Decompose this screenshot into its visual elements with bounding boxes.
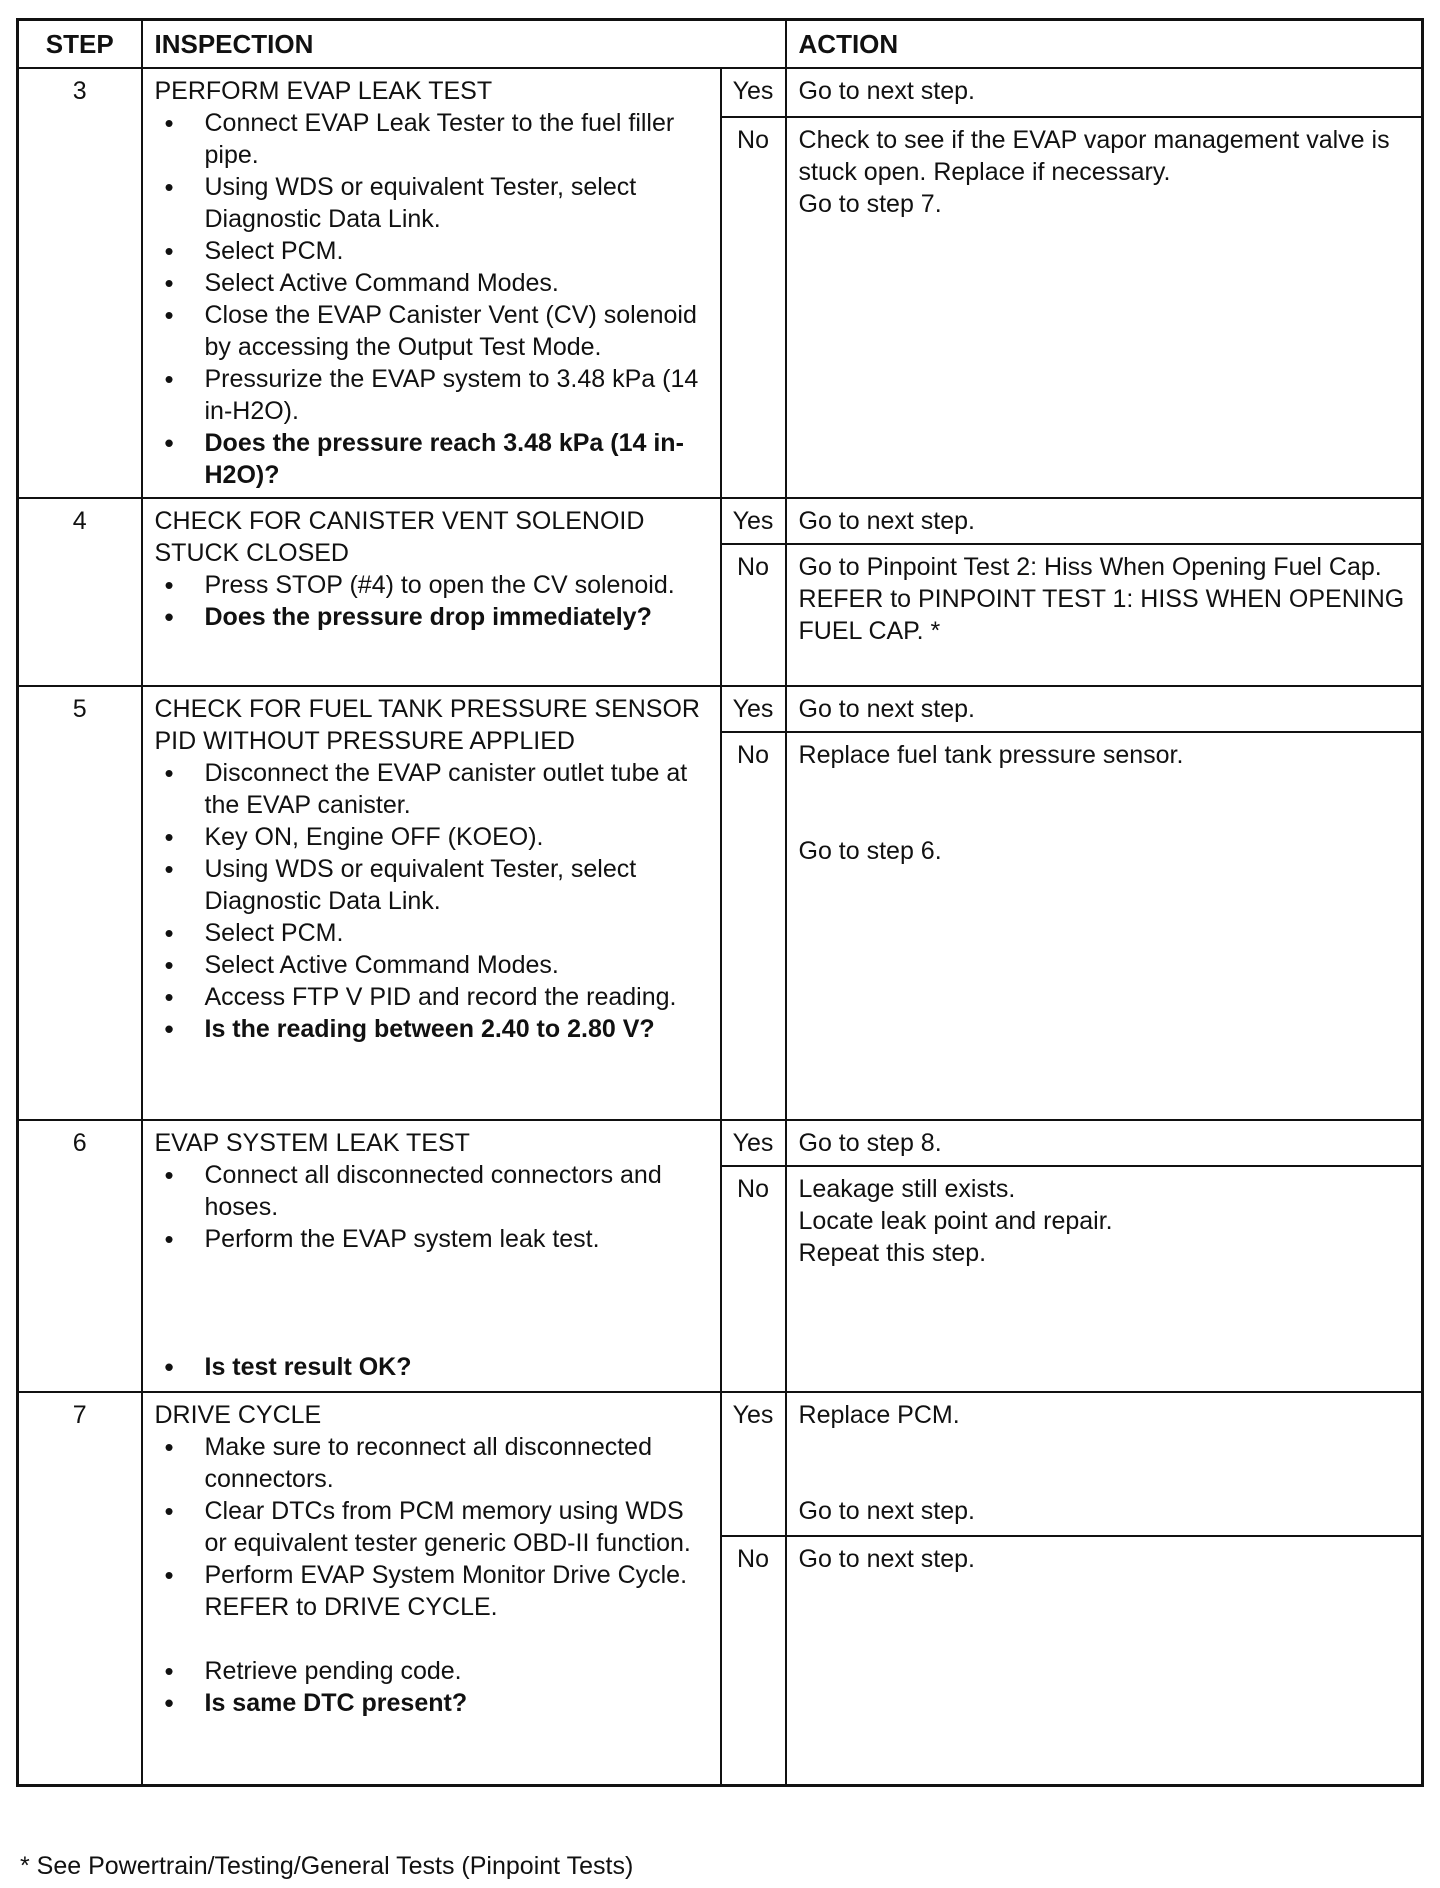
list-item: • Select Active Command Modes.	[155, 267, 710, 299]
list-item-question: • Is the reading between 2.40 to 2.80 V?	[155, 1013, 710, 1045]
inspection-cell	[142, 498, 721, 686]
step-number: 7	[18, 1392, 142, 1786]
no-action	[786, 1166, 1423, 1392]
no-action	[786, 117, 1423, 497]
list-item: • Make sure to reconnect all disconnected connectors.	[155, 1431, 710, 1495]
list-item-question: • Does the pressure drop immediately?	[155, 601, 710, 633]
inspection-title: EVAP SYSTEM LEAK TEST	[154, 1128, 470, 1157]
action-text: Repeat this step.	[798, 1238, 987, 1267]
inspection-title: CHECK FOR FUEL TANK PRESSURE SENSOR PID WITHOUT PRESSURE APPLIED	[154, 694, 700, 755]
inspection-cell	[142, 686, 721, 1120]
action-text: Go to next step.	[798, 506, 976, 535]
action-text: Go to step 8.	[798, 1128, 942, 1157]
diagnostic-table-page	[16, 18, 1421, 1787]
list-item: • Select PCM.	[155, 235, 710, 267]
step-number: 4	[18, 498, 142, 686]
action-text: REFER to PINPOINT TEST 1: HISS WHEN OPENING FUEL CAP. *	[798, 584, 1405, 645]
action-text: Go to step 7.	[798, 190, 942, 219]
action-text: Locate leak point and repair.	[798, 1206, 1113, 1235]
bullet-list	[155, 1431, 710, 1719]
list-item: • Access FTP V PID and record the reading.	[155, 981, 710, 1013]
no-action	[786, 1536, 1423, 1786]
list-item: • Key ON, Engine OFF (KOEO).	[155, 821, 710, 853]
list-item: • Pressurize the EVAP system to 3.48 kPa (14 in-H2O).	[155, 363, 710, 427]
list-item: • Clear DTCs from PCM memory using WDS or equivalent tester generic OBD-II function.	[155, 1495, 710, 1559]
list-item: • Connect all disconnected connectors and hoses.	[155, 1159, 710, 1223]
header-step: STEP	[18, 20, 142, 68]
yes-label: Yes	[721, 498, 786, 544]
action-text: Go to next step.	[798, 1544, 976, 1573]
action-text: Go to step 6.	[798, 836, 942, 865]
list-item-question: • Does the pressure reach 3.48 kPa (14 in-H2O)?	[155, 427, 710, 491]
list-item: • Perform the EVAP system leak test.	[155, 1223, 710, 1255]
action-text: Go to next step.	[798, 694, 976, 723]
yes-action	[786, 686, 1423, 732]
inspection-title: PERFORM EVAP LEAK TEST	[154, 76, 493, 105]
no-label: No	[721, 732, 786, 1120]
action-text: Go to next step.	[798, 76, 976, 105]
yes-label: Yes	[721, 1120, 786, 1166]
list-item: • Close the EVAP Canister Vent (CV) solenoid by accessing the Output Test Mode.	[155, 299, 710, 363]
list-item: • Connect EVAP Leak Tester to the fuel filler pipe.	[155, 107, 710, 171]
table-row	[18, 1392, 1423, 1536]
list-item: • Select Active Command Modes.	[155, 949, 710, 981]
bullet-list	[155, 107, 710, 491]
no-action	[786, 732, 1423, 1120]
list-item: • Using WDS or equivalent Tester, select Diagnostic Data Link.	[155, 853, 710, 917]
action-text: Go to Pinpoint Test 2: Hiss When Opening Fuel Cap.	[798, 552, 1382, 581]
list-item	[155, 1559, 710, 1623]
inspection-cell	[142, 1120, 721, 1392]
table-row	[18, 1120, 1423, 1166]
yes-label: Yes	[721, 1392, 786, 1536]
list-item-question: • Is same DTC present?	[155, 1687, 710, 1719]
yes-action	[786, 498, 1423, 544]
bullet-list	[155, 757, 710, 1045]
diagnostic-table	[16, 18, 1424, 1787]
yes-action	[786, 1392, 1423, 1536]
step-number: 5	[18, 686, 142, 1120]
list-item: • Select PCM.	[155, 917, 710, 949]
inspection-title: CHECK FOR CANISTER VENT SOLENOID STUCK CLOSED	[154, 506, 645, 567]
yes-action	[786, 68, 1423, 118]
action-text: Replace PCM.	[798, 1400, 960, 1429]
inspection-cell	[142, 68, 721, 498]
yes-label: Yes	[721, 68, 786, 118]
step-number: 3	[18, 68, 142, 498]
yes-label: Yes	[721, 686, 786, 732]
action-text: Replace fuel tank pressure sensor.	[798, 740, 1184, 769]
list-item: • Disconnect the EVAP canister outlet tube at the EVAP canister.	[155, 757, 710, 821]
inspection-title: DRIVE CYCLE	[154, 1400, 322, 1429]
list-item-question: • Is test result OK?	[155, 1351, 710, 1383]
no-label: No	[721, 117, 786, 497]
bullet-subtext: REFER to DRIVE CYCLE.	[204, 1592, 498, 1621]
list-item: • Retrieve pending code.	[155, 1655, 710, 1687]
list-item: • Press STOP (#4) to open the CV solenoid.	[155, 569, 710, 601]
table-row	[18, 498, 1423, 544]
action-text: Go to next step.	[798, 1496, 976, 1525]
bullet-list	[155, 569, 710, 633]
no-action	[786, 544, 1423, 686]
header-inspection: INSPECTION	[142, 20, 786, 68]
table-row	[18, 68, 1423, 118]
bullet-list	[155, 1159, 710, 1383]
yes-action	[786, 1120, 1423, 1166]
bullet-text: Perform EVAP System Monitor Drive Cycle.	[204, 1560, 688, 1589]
footnote: * See Powertrain/Testing/General Tests (Pinpoint Tests)	[20, 1852, 634, 1880]
list-item: • Using WDS or equivalent Tester, select Diagnostic Data Link.	[155, 171, 710, 235]
action-text: Check to see if the EVAP vapor management valve is stuck open. Replace if necessary.	[798, 126, 1390, 187]
table-row	[18, 686, 1423, 732]
header-action: ACTION	[786, 20, 1423, 68]
inspection-cell	[142, 1392, 721, 1786]
table-header-row	[18, 20, 1423, 68]
no-label: No	[721, 1536, 786, 1786]
no-label: No	[721, 544, 786, 686]
step-number: 6	[18, 1120, 142, 1392]
action-text: Leakage still exists.	[798, 1174, 1016, 1203]
no-label: No	[721, 1166, 786, 1392]
